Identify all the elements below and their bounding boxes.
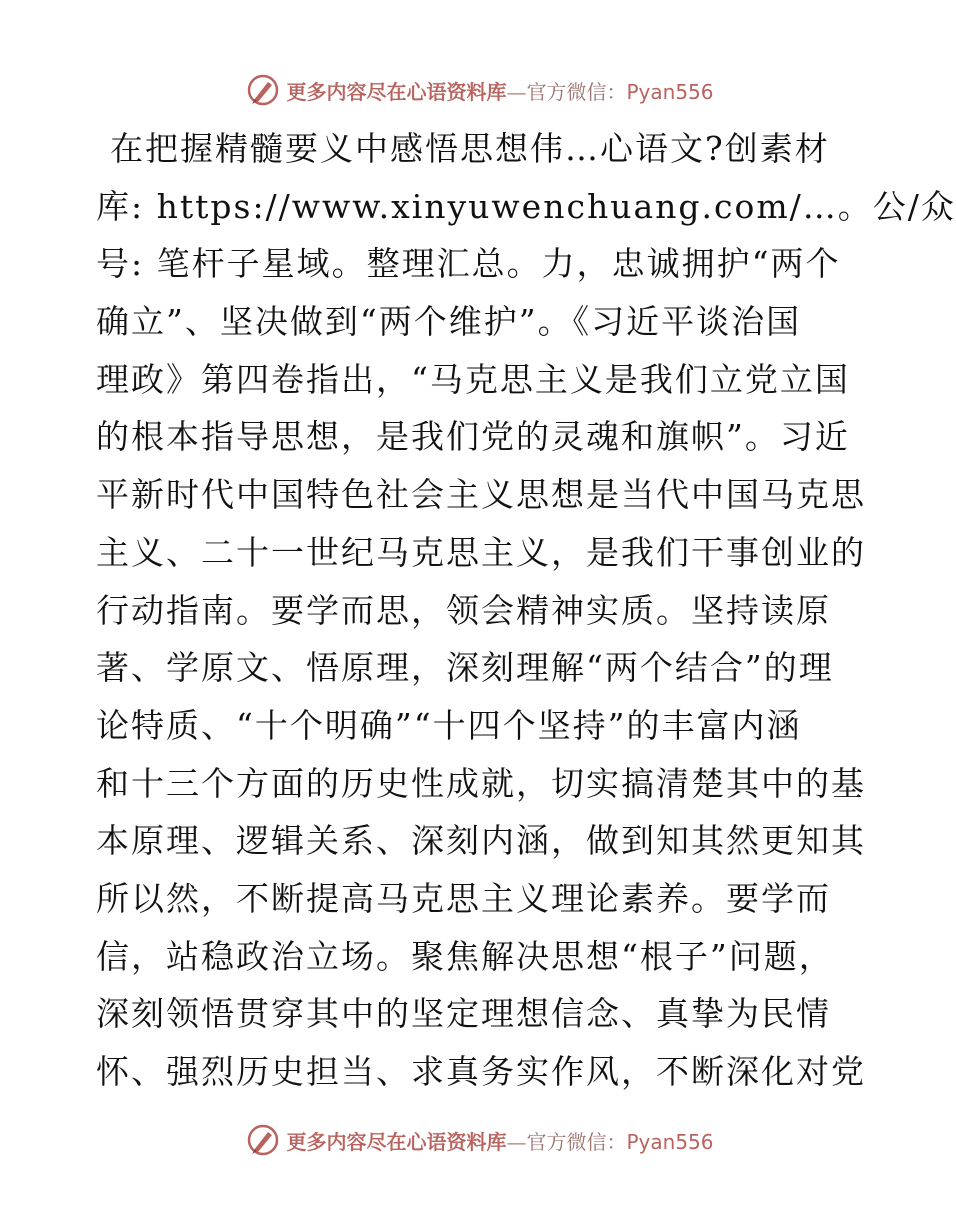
body-line: 所以然，不断提高马克思主义理论素养。要学而: [96, 878, 831, 918]
quill-logo-icon: [246, 73, 280, 107]
body-line: 和十三个方面的历史性成就，切实搞清楚其中的基: [96, 763, 866, 803]
body-line: 库: https://www.xinyuwenchuang.com/…。公/众: [96, 186, 956, 226]
body-line: 行动指南。要学而思，领会精神实质。坚持读原: [96, 590, 831, 630]
header-banner-id: Pyan556: [626, 79, 714, 104]
body-line: 论特质、“十个明确”“十四个坚持”的丰富内涵: [96, 705, 802, 745]
footer-banner-sep: —: [506, 1129, 527, 1154]
footer-banner-wechat: 官方微信：: [526, 1129, 627, 1154]
quill-logo-icon: [246, 1123, 280, 1157]
footer-banner-main: 更多内容尽在心语资料库: [286, 1129, 507, 1154]
footer-banner-id: Pyan556: [626, 1129, 714, 1154]
footer-banner-text: [286, 1126, 713, 1155]
body-line: 确立”、坚决做到“两个维护”。《习近平谈治国: [96, 302, 802, 342]
body-line: 理政》第四卷指出，“马克思主义是我们立党立国: [96, 359, 850, 399]
body-line: 深刻领悟贯穿其中的坚定理想信念、真挚为民情: [96, 994, 831, 1034]
body-line: 的根本指导思想，是我们党的灵魂和旗帜”。习近: [96, 417, 850, 457]
header-banner-wechat: 官方微信：: [526, 79, 627, 104]
body-line: 信，站稳政治立场。聚焦解决思想“根子”问题，: [96, 936, 834, 976]
header-banner-text: [286, 76, 713, 105]
body-line: 平新时代中国特色社会主义思想是当代中国马克思: [96, 475, 866, 515]
footer-banner: [0, 1120, 950, 1160]
body-line: 号: 笔杆子星域。整理汇总。力，忠诚拥护“两个: [96, 244, 841, 284]
body-line: 怀、强烈历史担当、求真务实作风，不断深化对党: [96, 1052, 866, 1091]
footer-banner-inner: [246, 1123, 713, 1157]
document-body: [96, 120, 956, 1101]
body-line: 主义、二十一世纪马克思主义，是我们干事创业的: [96, 532, 866, 572]
body-line: 著、学原文、悟原理，深刻理解“两个结合”的理: [96, 648, 834, 688]
body-line: 本原理、逻辑关系、深刻内涵，做到知其然更知其: [96, 821, 866, 861]
header-banner-sep: —: [506, 79, 527, 104]
header-banner-inner: [246, 73, 713, 107]
body-line: 在把握精髓要义中感悟思想伟…心语文?创素材: [110, 129, 830, 168]
header-banner: [0, 70, 950, 110]
header-banner-main: 更多内容尽在心语资料库: [286, 79, 507, 104]
